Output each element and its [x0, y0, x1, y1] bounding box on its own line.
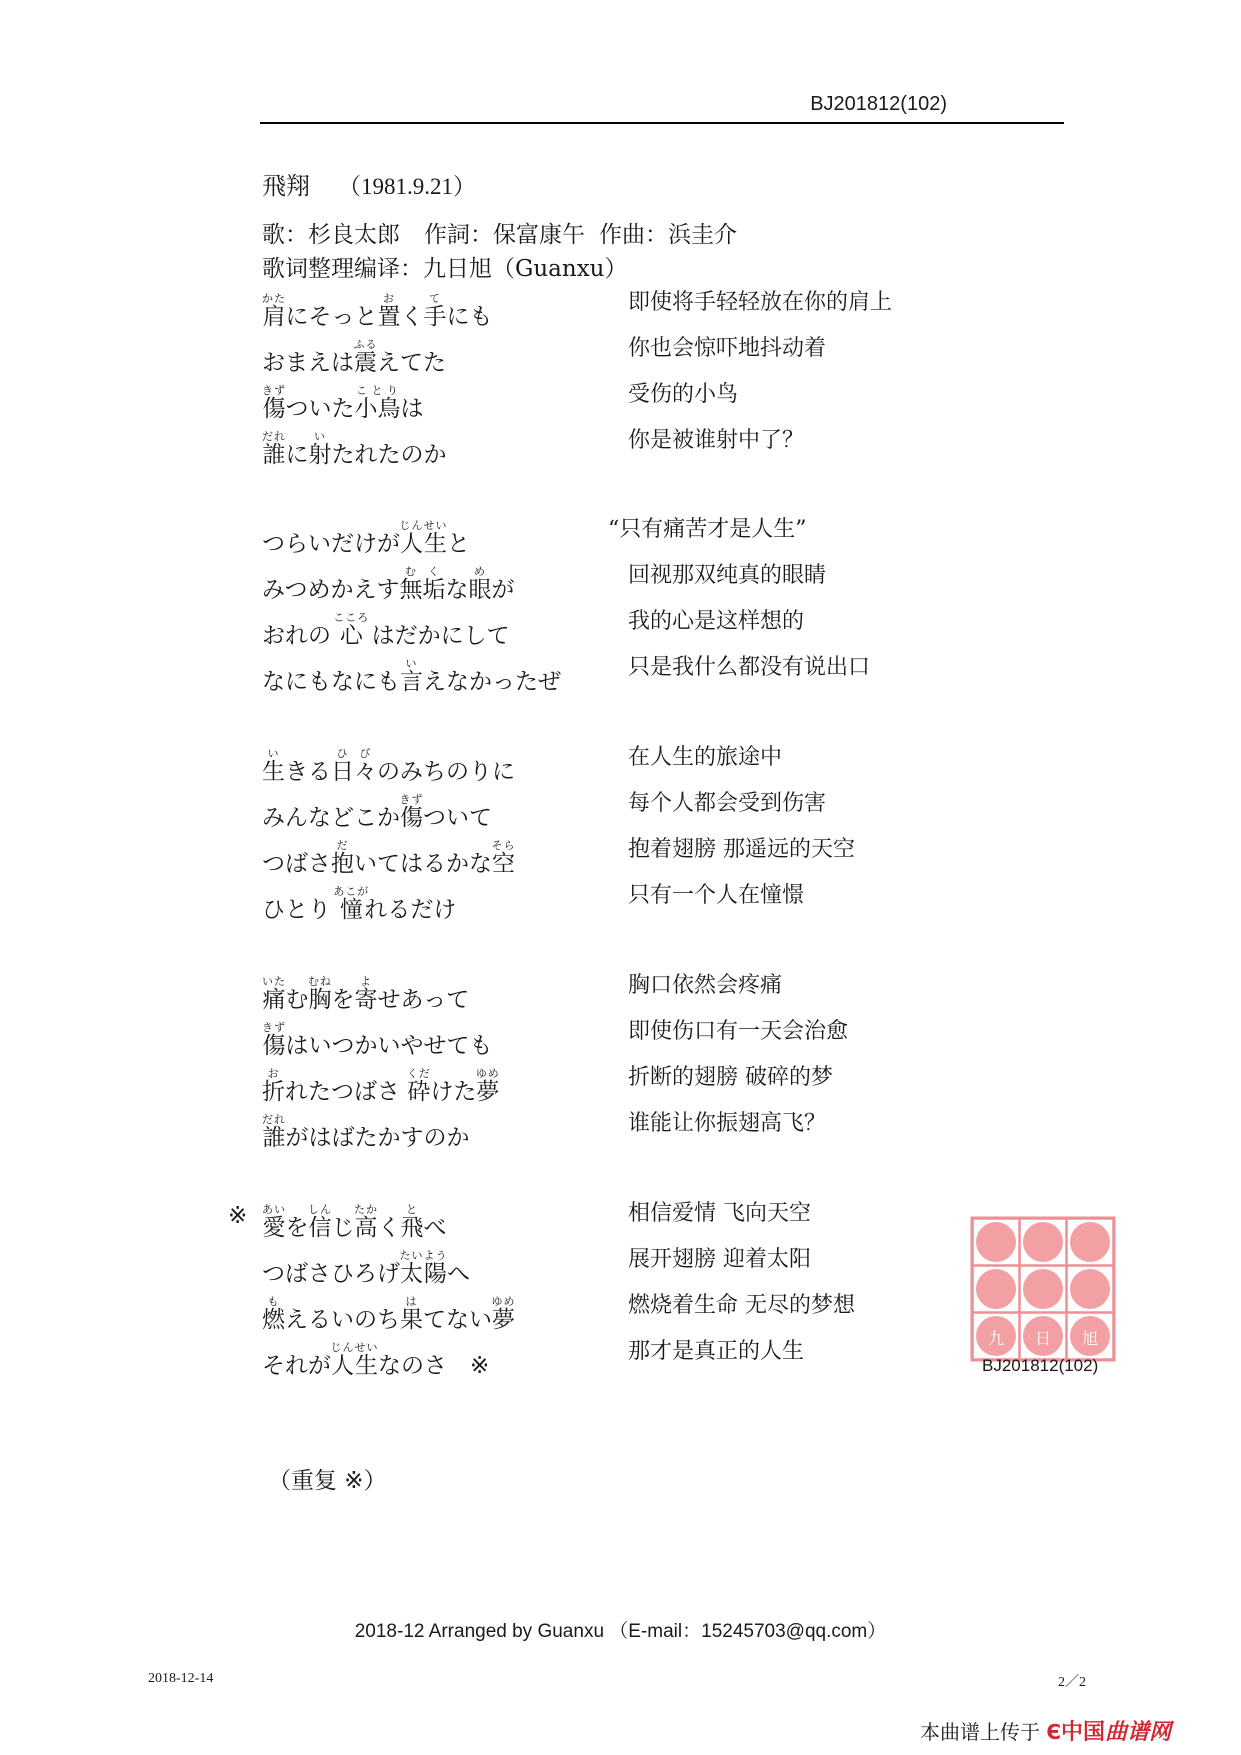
chinese-translation: 谁能让你振翅高飞？ — [628, 1111, 827, 1136]
chinese-translation: 每个人都会受到伤害 — [628, 791, 827, 816]
upload-credit — [920, 1715, 1171, 1746]
composer: 作曲：浜圭介 — [599, 222, 737, 248]
seal-dot — [1023, 1222, 1063, 1262]
stanza — [262, 286, 1022, 470]
chinese-translation: 相信爱情 飞向天空 — [628, 1201, 811, 1226]
seal-dot — [1023, 1269, 1063, 1309]
chorus-mark: ※ — [228, 1203, 248, 1229]
seal-dot — [1070, 1222, 1110, 1262]
lyric-row — [262, 332, 1022, 378]
brand-qp: 曲谱网 — [1105, 1720, 1172, 1745]
japanese-line: つばさひろげ太陽たいようへ — [262, 1249, 470, 1287]
chinese-translation: 抱着翅膀 那遥远的天空 — [628, 837, 855, 862]
japanese-line: ひとり 憧あこがれるだけ — [262, 885, 457, 923]
lyric-row — [262, 787, 1022, 833]
japanese-line: おまえは震ふるえてた — [262, 338, 446, 376]
lyric-row — [262, 605, 1022, 651]
lyric-row — [262, 741, 1022, 787]
song-title — [262, 166, 476, 201]
japanese-line: 折おれたつばさ 砕くだけた夢ゆめ — [262, 1067, 500, 1105]
seal-stamp — [970, 1216, 1116, 1362]
repeat-note: （重复 ※） — [268, 1468, 387, 1494]
stanza — [262, 513, 1022, 697]
header-rule — [260, 122, 1064, 124]
seal-dot — [976, 1222, 1016, 1262]
chinese-translation: “只有痛苦才是人生” — [608, 517, 807, 542]
lyric-row — [262, 879, 1022, 925]
lyric-row — [262, 286, 1022, 332]
lyric-row — [262, 833, 1022, 879]
seal-dot — [1070, 1269, 1110, 1309]
document-code: BJ201812(102) — [810, 93, 947, 115]
seal-char: 日 — [1034, 1329, 1052, 1348]
lyric-row — [262, 1243, 1022, 1289]
lyric-row — [262, 1061, 1022, 1107]
chinese-translation: 即使将手轻轻放在你的肩上 — [628, 290, 893, 315]
japanese-line: 生いきる日々ひびのみちのりに — [262, 747, 515, 785]
seal-code: BJ201812(102) — [982, 1356, 1099, 1375]
japanese-line: なにもなにも言いえなかったぜ — [262, 657, 561, 695]
chinese-translation: 只有一个人在憧憬 — [628, 883, 805, 908]
lyric-row — [262, 1015, 1022, 1061]
stanza — [262, 741, 1022, 925]
japanese-line: おれの 心こころ はだかにして — [262, 611, 510, 649]
japanese-line: 傷きずついた小鳥ことりは — [262, 384, 424, 422]
upload-prefix: 本曲谱上传于 — [920, 1720, 1040, 1744]
japanese-line: 愛あいを信しんじ高たかく飛とべ — [262, 1203, 447, 1241]
lyric-row — [228, 1197, 1022, 1243]
seal-char: 九 — [987, 1329, 1005, 1348]
japanese-line: みつめかえす無垢むくな眼めが — [262, 565, 515, 603]
chinese-translation: 我的心是这样想的 — [628, 609, 805, 634]
japanese-line: 痛いたむ胸むねを寄よせあって — [262, 975, 470, 1013]
seal-dot — [976, 1269, 1016, 1309]
japanese-line: 傷きずはいつかいやせても — [262, 1021, 493, 1059]
lyric-row — [262, 513, 1022, 559]
stanza — [262, 969, 1022, 1153]
japanese-line: つらいだけが人生じんせいと — [262, 519, 470, 557]
chinese-translation: 展开翅膀 迎着太阳 — [628, 1247, 811, 1272]
song-title-text: 飛翔 — [262, 172, 310, 200]
lyricist: 作詞：保富康午 — [424, 222, 585, 248]
lyric-row — [262, 424, 1022, 470]
chinese-translation: 胸口依然会疼痛 — [628, 973, 783, 998]
lyric-row — [262, 1107, 1022, 1153]
japanese-line: 誰だれに射いたれたのか — [262, 430, 447, 468]
chinese-translation: 只是我什么都没有说出口 — [628, 655, 871, 680]
arranged-by: 2018-12 Arranged by Guanxu （E-mail：15245703@qq.com） — [354, 1621, 887, 1642]
chinese-translation: 即使伤口有一天会治愈 — [628, 1019, 849, 1044]
chinese-translation: 回视那双纯真的眼睛 — [628, 563, 827, 588]
japanese-line: みんなどこか傷きずついて — [262, 793, 492, 831]
lyric-row — [262, 559, 1022, 605]
japanese-line: 誰だれがはばたかすのか — [262, 1113, 470, 1151]
stanza — [228, 1197, 1022, 1381]
page-number: 2／2 — [1058, 1675, 1086, 1690]
song-date: （1981.9.21） — [338, 174, 476, 199]
chinese-translation: 燃烧着生命 无尽的梦想 — [628, 1293, 855, 1318]
singer: 歌：杉良太郎 — [262, 222, 400, 248]
editor-credit: 歌词整理编译：九日旭（Guanxu） — [262, 256, 628, 282]
chinese-translation: 那才是真正的人生 — [628, 1339, 805, 1364]
japanese-line: 燃もえるいのち果はてない夢ゆめ — [262, 1295, 516, 1333]
chinese-translation: 折断的翅膀 破碎的梦 — [628, 1065, 833, 1090]
lyric-row — [262, 378, 1022, 424]
chinese-translation: 受伤的小鸟 — [628, 382, 739, 407]
chinese-translation: 你也会惊吓地抖动着 — [628, 336, 827, 361]
lyric-row — [262, 1289, 1022, 1335]
japanese-line: 肩かたにそっと置おく手てにも — [262, 292, 493, 330]
japanese-line: それが人生じんせいなのさ ※ — [262, 1341, 490, 1379]
lyric-row — [262, 651, 1022, 697]
credits-line — [262, 216, 737, 249]
brand-cn: 中国 — [1061, 1720, 1106, 1745]
chinese-translation: 你是被谁射中了？ — [628, 428, 805, 453]
lyric-row — [262, 1335, 1022, 1381]
chinese-translation: 在人生的旅途中 — [628, 745, 783, 770]
seal-char: 旭 — [1081, 1329, 1099, 1348]
print-date: 2018-12-14 — [148, 1671, 214, 1686]
lyric-row — [262, 969, 1022, 1015]
site-logo-icon: Є — [1046, 1720, 1062, 1744]
japanese-line: つばさ抱だいてはるかな空そら — [262, 839, 516, 877]
